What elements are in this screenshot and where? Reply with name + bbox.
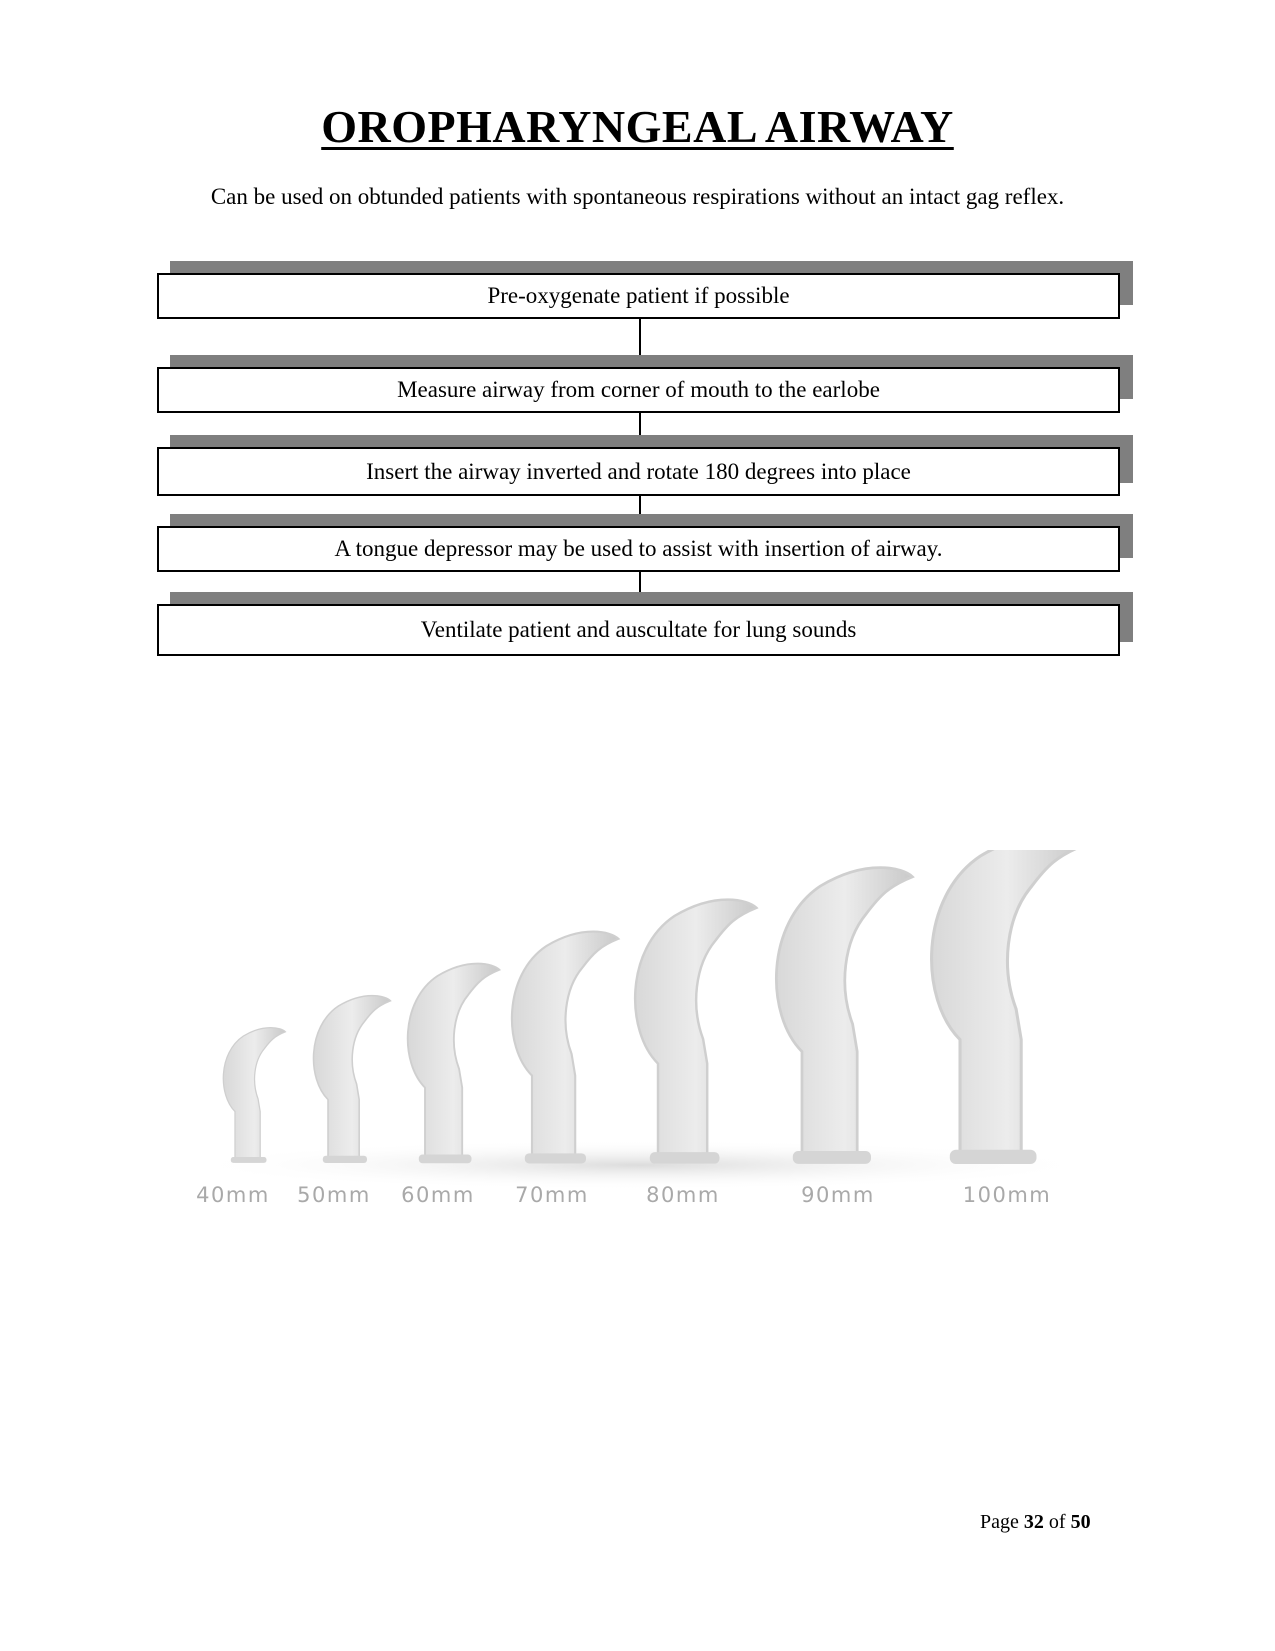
page-prefix: Page bbox=[980, 1511, 1019, 1533]
size-label-80mm: 80mm bbox=[646, 1183, 720, 1207]
step-3-box: Insert the airway inverted and rotate 180 degrees into place bbox=[157, 447, 1120, 496]
step-connector bbox=[639, 496, 641, 514]
airway-70mm-icon bbox=[512, 932, 618, 1164]
airway-40mm-icon bbox=[223, 1028, 285, 1163]
size-label-70mm: 70mm bbox=[515, 1183, 589, 1207]
current-page: 32 bbox=[1023, 1511, 1044, 1533]
size-label-60mm: 60mm bbox=[401, 1183, 475, 1207]
step-connector bbox=[639, 319, 641, 355]
step-connector bbox=[639, 413, 641, 435]
page-title: OROPHARYNGEAL AIRWAY bbox=[321, 101, 954, 152]
step-4-box: A tongue depressor may be used to assist with insertion of airway. bbox=[157, 526, 1120, 572]
airway-80mm-icon bbox=[635, 900, 756, 1164]
step-5-box: Ventilate patient and auscultate for lung sounds bbox=[157, 604, 1120, 656]
size-label-50mm: 50mm bbox=[297, 1183, 371, 1207]
page-number bbox=[980, 1511, 1091, 1534]
step-2-box: Measure airway from corner of mouth to the earlobe bbox=[157, 367, 1120, 413]
size-label-40mm: 40mm bbox=[196, 1183, 270, 1207]
size-label-100mm: 100mm bbox=[962, 1183, 1052, 1207]
airway-sizes-image bbox=[180, 850, 1100, 1190]
total-pages: 50 bbox=[1070, 1511, 1091, 1533]
intro-text: Can be used on obtunded patients with spontaneous respirations without an intact gag reflex. bbox=[210, 184, 1065, 209]
page-of: of bbox=[1048, 1511, 1066, 1533]
step-connector bbox=[639, 572, 641, 592]
airway-100mm-icon bbox=[932, 850, 1083, 1164]
airway-60mm-icon bbox=[408, 964, 500, 1164]
airway-50mm-icon bbox=[314, 996, 391, 1163]
airway-90mm-icon bbox=[776, 868, 912, 1164]
step-1-box: Pre-oxygenate patient if possible bbox=[157, 273, 1120, 319]
size-label-90mm: 90mm bbox=[801, 1183, 875, 1207]
